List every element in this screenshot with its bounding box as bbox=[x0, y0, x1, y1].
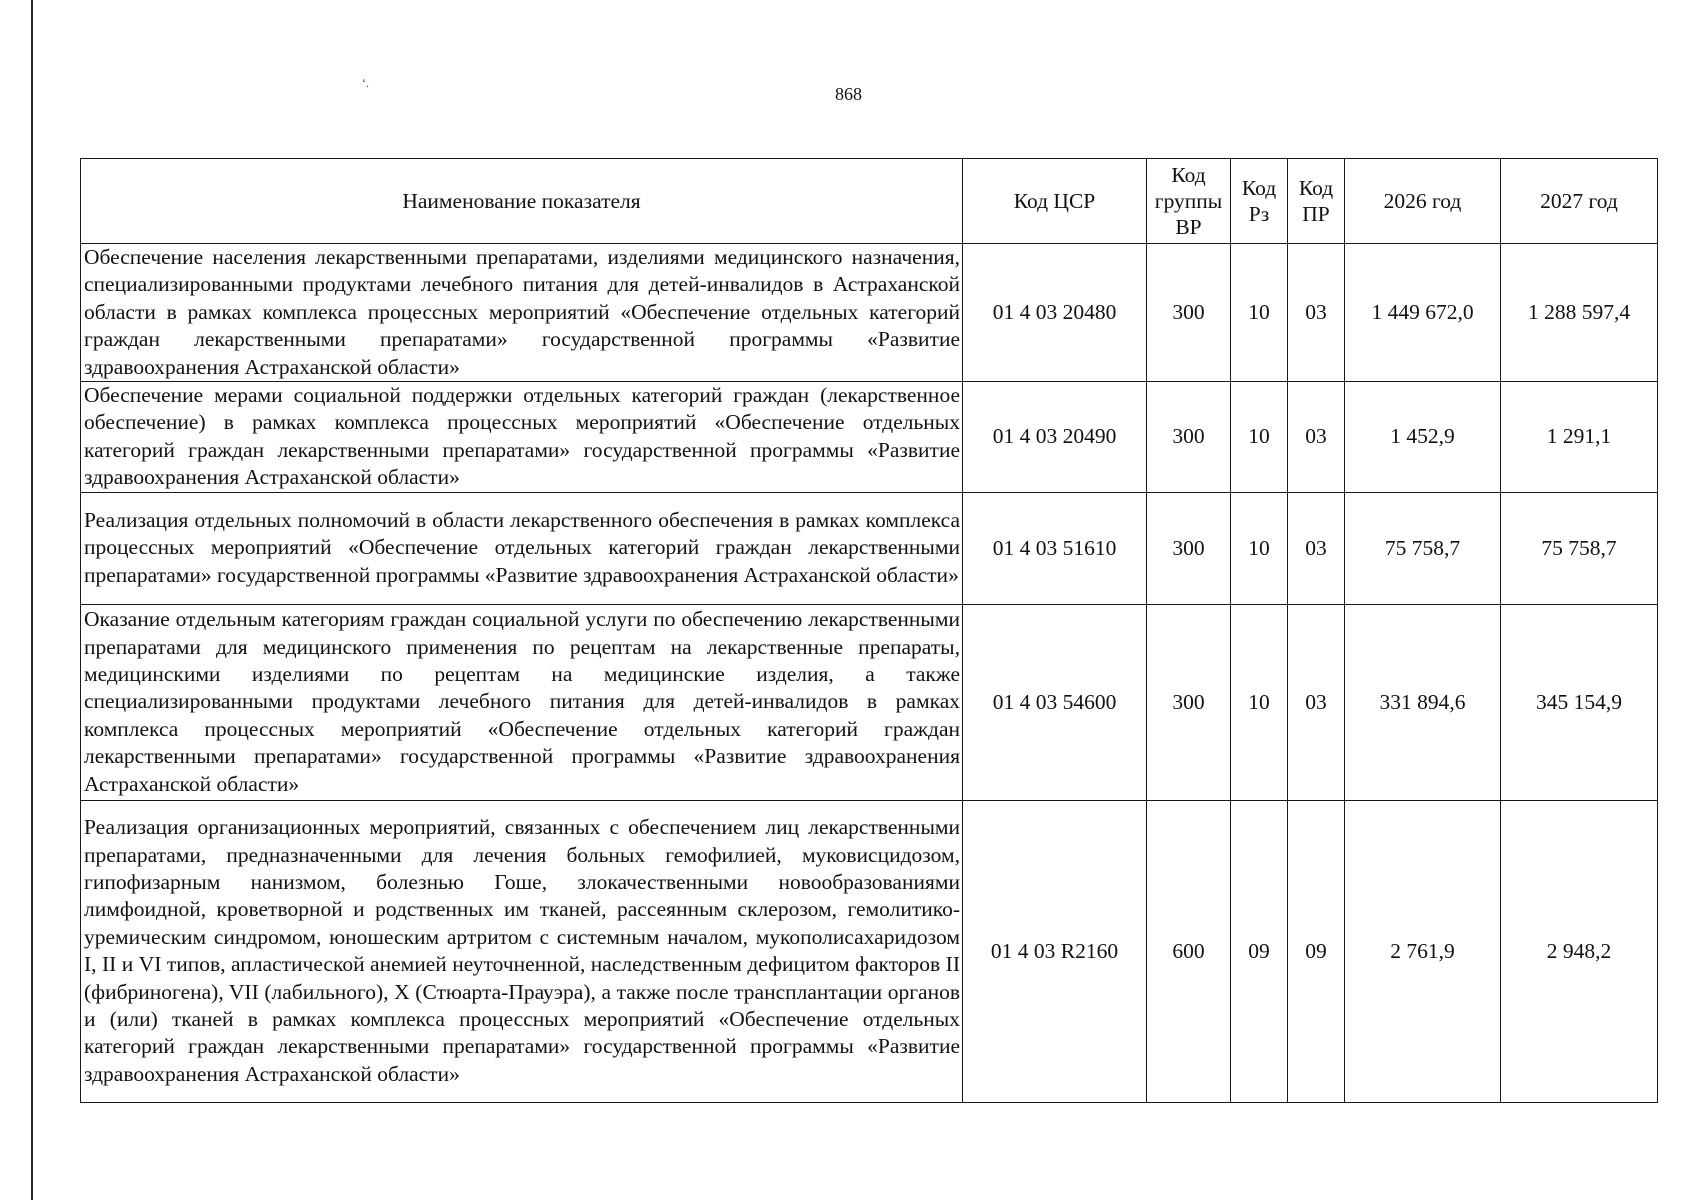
row-vr-code: 300 bbox=[1147, 382, 1231, 493]
row-vr-code: 300 bbox=[1147, 492, 1231, 604]
row-csr-code: 01 4 03 54600 bbox=[963, 604, 1147, 800]
row-name: Реализация отдельных полномочий в области лекарственного обеспечения в рамках комплекса процессных мероприятий «Обеспечение отдельных категорий граждан лекарственными препаратами» государственной программы «Развитие здравоохранения Астраханской области» bbox=[81, 492, 963, 604]
row-csr-code: 01 4 03 R2160 bbox=[963, 800, 1147, 1102]
table-row bbox=[81, 492, 1658, 604]
row-vr-code: 600 bbox=[1147, 800, 1231, 1102]
table-row bbox=[81, 382, 1658, 493]
page-number: 868 bbox=[835, 84, 862, 104]
row-amount-2027: 75 758,7 bbox=[1501, 492, 1658, 604]
row-name: Обеспечение мерами социальной поддержки отдельных категорий граждан (лекарственное обеспечение) в рамках комплекса процессных мероприятий «Обеспечение отдельных категорий граждан лекарственными препаратами» государственной программы «Развитие здравоохранения Астраханской области» bbox=[81, 382, 963, 493]
header-vr-code: Код группы ВР bbox=[1147, 159, 1231, 244]
table-row bbox=[81, 244, 1658, 382]
row-csr-code: 01 4 03 20480 bbox=[963, 244, 1147, 382]
left-margin-line bbox=[31, 0, 33, 1200]
header-csr-code: Код ЦСР bbox=[963, 159, 1147, 244]
row-amount-2026: 1 449 672,0 bbox=[1345, 244, 1501, 382]
row-rz-code: 10 bbox=[1231, 244, 1288, 382]
budget-table bbox=[80, 158, 1658, 1103]
scan-mark: ʻ. bbox=[362, 76, 369, 90]
row-amount-2026: 331 894,6 bbox=[1345, 604, 1501, 800]
header-rz-code: Код Рз bbox=[1231, 159, 1288, 244]
row-name: Обеспечение населения лекарственными препаратами, изделиями медицинского назначения, специализированными продуктами лечебного питания для детей-инвалидов в Астраханской области в рамках комплекса процессных мероприятий «Обеспечение отдельных категорий граждан лекарственными препаратами» государственной программы «Развитие здравоохранения Астраханской области» bbox=[81, 244, 963, 382]
row-pr-code: 03 bbox=[1288, 244, 1345, 382]
row-csr-code: 01 4 03 20490 bbox=[963, 382, 1147, 493]
row-pr-code: 03 bbox=[1288, 382, 1345, 493]
row-amount-2026: 2 761,9 bbox=[1345, 800, 1501, 1102]
row-amount-2027: 345 154,9 bbox=[1501, 604, 1658, 800]
header-name: Наименование показателя bbox=[81, 159, 963, 244]
row-rz-code: 10 bbox=[1231, 604, 1288, 800]
row-amount-2027: 1 291,1 bbox=[1501, 382, 1658, 493]
row-amount-2026: 1 452,9 bbox=[1345, 382, 1501, 493]
row-rz-code: 09 bbox=[1231, 800, 1288, 1102]
header-year-2027: 2027 год bbox=[1501, 159, 1658, 244]
row-csr-code: 01 4 03 51610 bbox=[963, 492, 1147, 604]
row-pr-code: 03 bbox=[1288, 492, 1345, 604]
row-vr-code: 300 bbox=[1147, 244, 1231, 382]
table-row bbox=[81, 800, 1658, 1102]
table-header-row bbox=[81, 159, 1658, 244]
row-vr-code: 300 bbox=[1147, 604, 1231, 800]
row-amount-2026: 75 758,7 bbox=[1345, 492, 1501, 604]
row-amount-2027: 2 948,2 bbox=[1501, 800, 1658, 1102]
header-year-2026: 2026 год bbox=[1345, 159, 1501, 244]
row-amount-2027: 1 288 597,4 bbox=[1501, 244, 1658, 382]
row-name: Реализация организационных мероприятий, связанных с обеспечением лиц лекарственными препаратами, предназначенными для лечения больных гемофилией, муковисцидозом, гипофизарным нанизмом, болезнью Гоше, злокачественными новообразованиями лимфоидной, кроветворной и родственных им тканей, рассеянным склерозом, гемолитико-уремическим синдромом, юношеским артритом с системным началом, мукополисахаридозом I, II и VI типов, апластической анемией неуточненной, наследственным дефицитом факторов II (фибриногена), VII (лабильного), X (Стюарта-Прауэра), а также после трансплантации органов и (или) тканей в рамках комплекса процессных мероприятий «Обеспечение отдельных категорий граждан лекарственными препаратами» государственной программы «Развитие здравоохранения Астраханской области» bbox=[81, 800, 963, 1102]
row-rz-code: 10 bbox=[1231, 492, 1288, 604]
table-row bbox=[81, 604, 1658, 800]
header-pr-code: Код ПР bbox=[1288, 159, 1345, 244]
row-rz-code: 10 bbox=[1231, 382, 1288, 493]
row-name: Оказание отдельным категориям граждан социальной услуги по обеспечению лекарственными препаратами для медицинского применения по рецептам на лекарственные препараты, медицинскими изделиями по рецептам на медицинские изделия, а также специализированными продуктами лечебного питания для детей-инвалидов в рамках комплекса процессных мероприятий «Обеспечение отдельных категорий граждан лекарственными препаратами» государственной программы «Развитие здравоохранения Астраханской области» bbox=[81, 604, 963, 800]
row-pr-code: 03 bbox=[1288, 604, 1345, 800]
row-pr-code: 09 bbox=[1288, 800, 1345, 1102]
